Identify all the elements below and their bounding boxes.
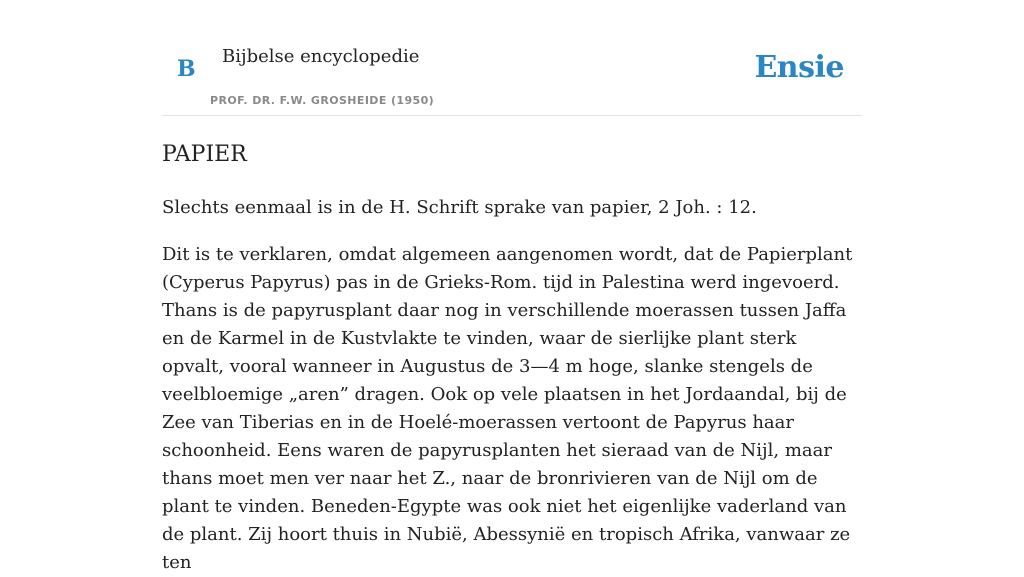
article-title: PAPIER	[162, 142, 247, 167]
article-paragraph: Dit is te verklaren, omdat algemeen aangenomen wordt, dat de Papierplant (Cyperus Papyrus) pas in de Grieks-Rom. tijd in Palestina werd ingevoerd. Thans is de papyrusplant daar nog in verschillende moerassen tussen Jaffa en de Karmel in de Kustvlakte te vinden, waar de sierlijke plant sterk opvalt, vooral wanneer in Augustus de 3—4 m hoge, slanke stengels de veelbloemige „aren” dragen. Ook op vele plaatsen in het Jordaandal, bij de Zee van Tiberias en in de Hoelé-moerassen vertoont de Papyrus haar schoonheid. Eens waren de papyrusplanten het sieraad van de Nijl, maar thans moet men ver naar het Z., naar de bronrivieren van de Nijl om de plant te vinden. Beneden-Egypte was ook niet het eigenlijke vaderland van de plant. Zij hoort thuis in Nubië, Abessynië en tropisch Afrika, vanwaar ze ten	[162, 244, 853, 573]
publication-logo-icon[interactable]: B	[177, 56, 196, 82]
publication-author: PROF. DR. F.W. GROSHEIDE (1950)	[210, 94, 435, 107]
publication-title-link[interactable]: Bijbelse encyclopedie	[222, 46, 420, 67]
ensie-brand-logo[interactable]: Ensie	[754, 50, 844, 85]
article-paragraph: Slechts eenmaal is in de H. Schrift sprake van papier, 2 Joh. : 12.	[162, 197, 757, 218]
page-container	[162, 0, 862, 577]
publication-header	[162, 0, 862, 116]
